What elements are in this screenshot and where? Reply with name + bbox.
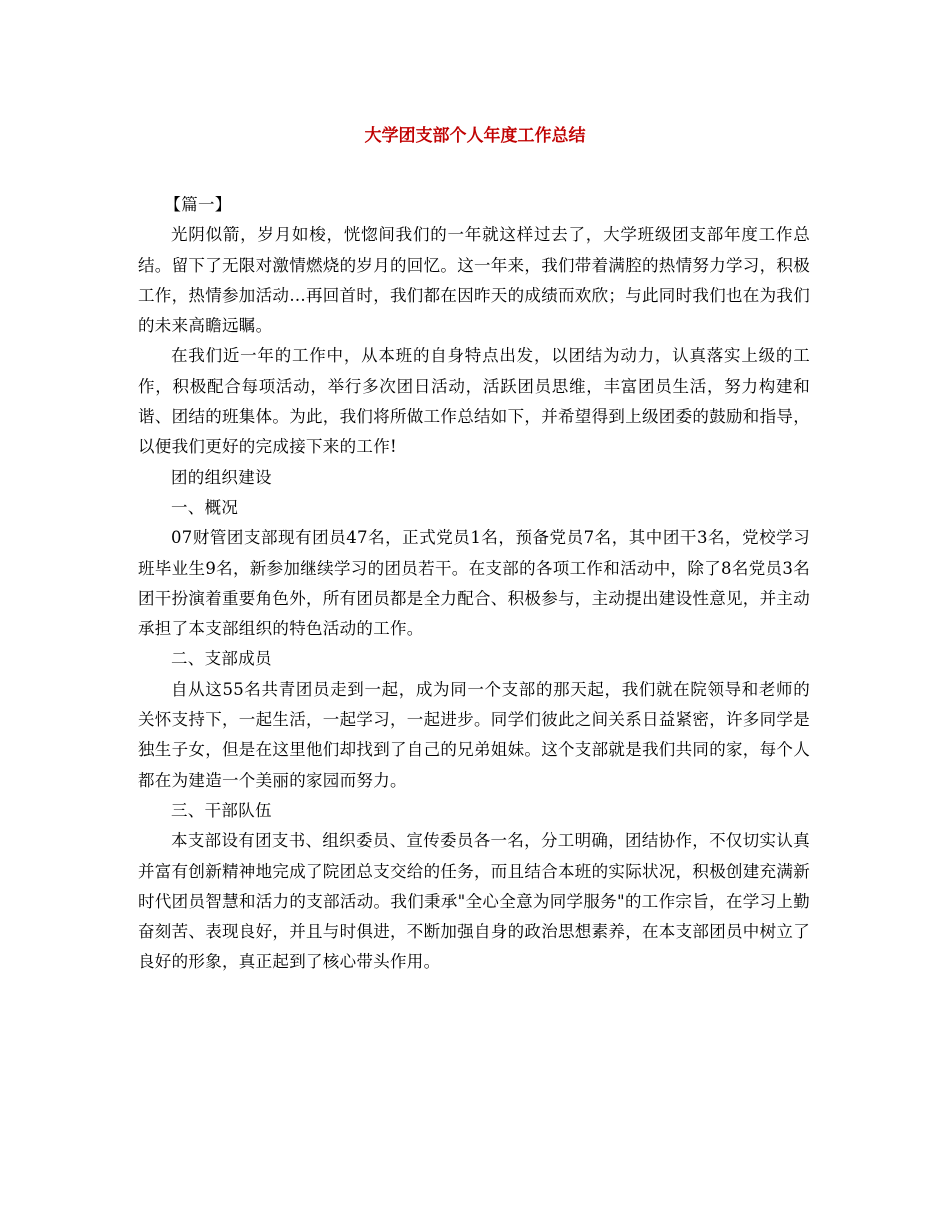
heading-members: 二、支部成员 [171, 649, 272, 669]
section-marker: 【篇一】 [164, 195, 232, 214]
heading-cadre: 三、干部队伍 [171, 800, 272, 820]
document-body [138, 190, 810, 978]
paragraph-overview: 07财管团支部现有团员47名，正式党员1名，预备党员7名，其中团干3名，党校学习班毕业生9名，新参加继续学习的团员若干。在支部的各项工作和活动中，除了8名党员3名团干扮演着重要角色外，所有团员都是全力配合、积极参与，主动提出建设性意见，并主动承担了本支部组织的特色活动的工作。 [138, 528, 810, 639]
paragraph-members: 自从这55名共青团员走到一起，成为同一个支部的那天起，我们就在院领导和老师的关怀支持下，一起生活，一起学习，一起进步。同学们彼此之间关系日益紧密，许多同学是独生子女，但是在这里他们却找到了自己的兄弟姐妹。这个支部就是我们共同的家，每个人都在为建造一个美丽的家园而努力。 [138, 679, 810, 790]
paragraph-work-overview: 在我们近一年的工作中，从本班的自身特点出发，以团结为动力，认真落实上级的工作，积极配合每项活动，举行多次团日活动，活跃团员思维，丰富团员生活，努力构建和谐、团结的班集体。为此，我们将所做工作总结如下，并希望得到上级团委的鼓励和指导，以便我们更好的完成接下来的工作! [138, 346, 810, 457]
heading-org-building: 团的组织建设 [171, 467, 272, 487]
paragraph-cadre: 本支部设有团支书、组织委员、宣传委员各一名，分工明确，团结协作，不仅切实认真并富有创新精神地完成了院团总支交给的任务，而且结合本班的实际状况，积极创建充满新时代团员智慧和活力的支部活动。我们秉承"全心全意为同学服务"的工作宗旨，在学习上勤奋刻苦、表现良好，并且与时俱进，不断加强自身的政治思想素养，在本支部团员中树立了良好的形象，真正起到了核心带头作用。 [138, 831, 810, 972]
heading-overview: 一、概况 [171, 497, 239, 517]
paragraph-intro: 光阴似箭，岁月如梭，恍惚间我们的一年就这样过去了，大学班级团支部年度工作总结。留下了无限对激情燃烧的岁月的回忆。这一年来，我们带着满腔的热情努力学习，积极工作，热情参加活动…再回首时，我们都在因昨天的成绩而欢欣；与此同时我们也在为我们的未来高瞻远瞩。 [138, 225, 810, 336]
document-title: 大学团支部个人年度工作总结 [364, 126, 586, 146]
